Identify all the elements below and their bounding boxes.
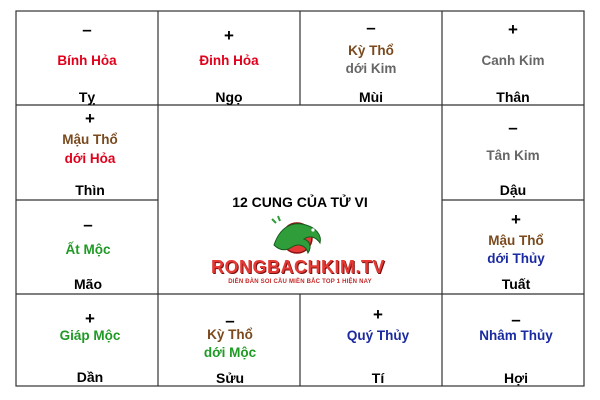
polarity-sign: +	[85, 309, 95, 328]
stem-element-label: Mậu Thổ	[488, 233, 544, 248]
polarity-sign: –	[511, 310, 521, 329]
polarity-sign: +	[508, 20, 518, 39]
earthly-branch-label: Dậu	[499, 182, 527, 198]
earthly-branch-label: Tuất	[501, 276, 531, 292]
earthly-branch-label: Mão	[74, 276, 102, 292]
logo-tagline: DIỄN ĐÀN SOI CẦU MIỀN BẮC TOP 1 HIỆN NAY	[228, 279, 372, 285]
polarity-sign: +	[373, 305, 383, 324]
earthly-branch-label: Thìn	[75, 182, 105, 198]
earthly-branch-label: Tỵ	[78, 89, 96, 105]
polarity-sign: –	[82, 20, 92, 39]
logo-wordmark: RONGBACHKIM.TV	[211, 257, 385, 277]
dragon-ball-emblem-icon	[266, 215, 328, 261]
stem-element-label: Canh Kim	[481, 53, 545, 68]
stem-element-label: Bính Hỏa	[57, 53, 117, 68]
chart-title: 12 CUNG CỦA TỬ VI	[232, 194, 368, 210]
stem-element-label: Mậu Thổ	[62, 132, 118, 147]
earthly-branch-label: Ngọ	[215, 89, 243, 105]
stem-element-label: Giáp Mộc	[59, 328, 121, 343]
sub-element-label: dới Thủy	[487, 251, 545, 266]
stem-element-label: Kỳ Thổ	[207, 327, 253, 342]
stem-element-label: Ất Mộc	[65, 242, 111, 257]
earthly-branch-label: Dần	[76, 369, 104, 385]
polarity-sign: –	[83, 215, 93, 234]
polarity-sign: +	[224, 26, 234, 45]
earthly-branch-label: Hợi	[504, 370, 528, 386]
stem-element-label: Đinh Hỏa	[199, 53, 259, 68]
polarity-sign: +	[511, 210, 521, 229]
earthly-branch-label: Tí	[371, 370, 385, 386]
earthly-branch-label: Mùi	[358, 89, 384, 105]
sub-element-label: dới Kim	[345, 61, 397, 76]
earthly-branch-label: Thân	[496, 89, 530, 105]
sub-element-label: dới Mộc	[203, 345, 257, 360]
sub-element-label: dới Hỏa	[64, 151, 116, 166]
polarity-sign: –	[366, 18, 376, 37]
stem-element-label: Quý Thủy	[346, 328, 410, 343]
stem-element-label: Kỳ Thổ	[348, 43, 394, 58]
earthly-branch-label: Sửu	[215, 370, 245, 386]
polarity-sign: +	[85, 109, 95, 128]
stem-element-label: Nhâm Thủy	[479, 328, 553, 343]
stem-element-label: Tân Kim	[486, 148, 540, 163]
polarity-sign: –	[508, 118, 518, 137]
polarity-sign: –	[225, 311, 235, 330]
